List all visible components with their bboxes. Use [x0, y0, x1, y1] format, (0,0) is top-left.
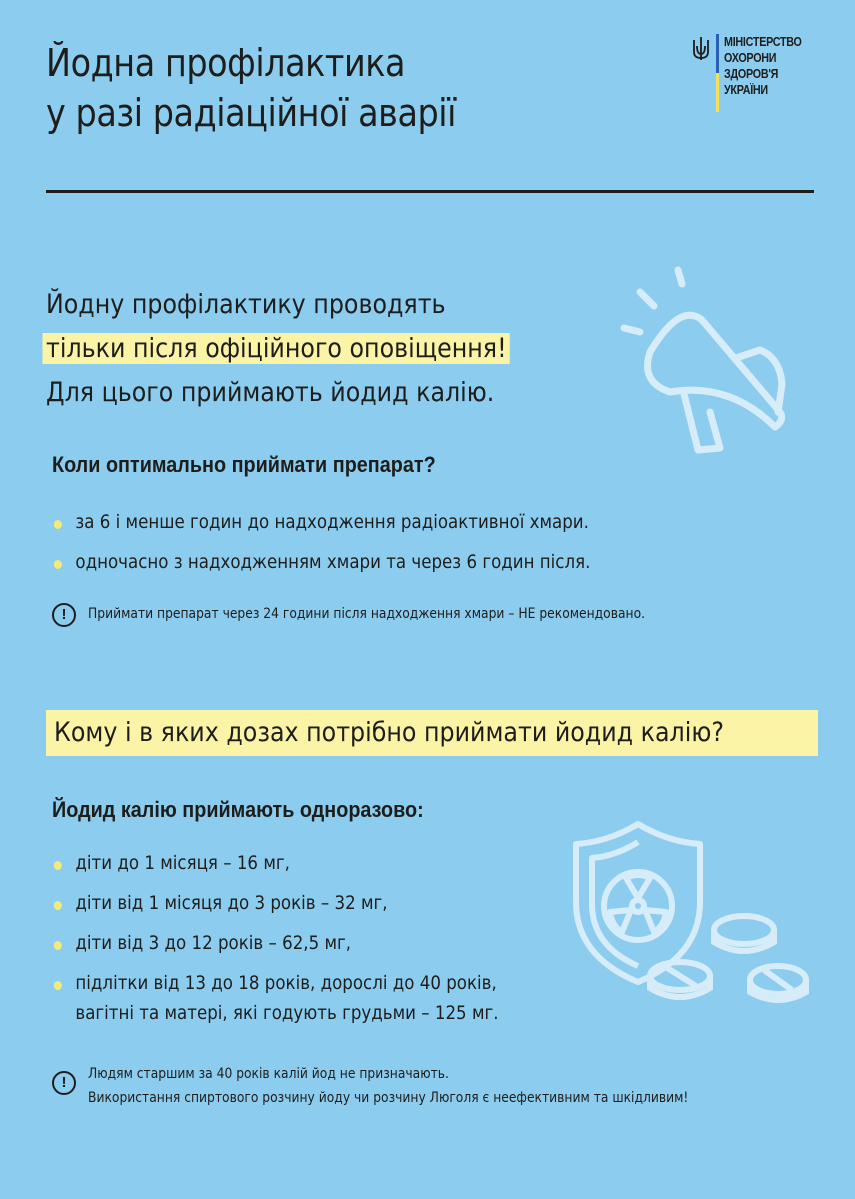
title-line-2: у разі радіаційної аварії — [46, 91, 456, 135]
list-item-continuation: вагітні та матері, які годують грудьми – 125 мг. — [75, 1003, 499, 1024]
ministry-line-2: ОХОРОНИ — [724, 51, 777, 65]
lead-line-1: Йодну профілактику проводять — [46, 289, 446, 320]
title-divider — [46, 190, 814, 193]
ministry-line-3: ЗДОРОВ'Я — [724, 67, 779, 81]
who-heading: Йодид калію приймають одноразово: — [52, 797, 424, 822]
lead-line-2-highlight: тільки після офіційного оповіщення! — [42, 333, 510, 364]
exclamation-icon: ! — [52, 603, 76, 627]
when-heading: Коли оптимально приймати препарат? — [52, 452, 436, 477]
ministry-logo — [692, 34, 822, 114]
pills-icon — [644, 908, 814, 1018]
lead-line-3: Для цього приймають йодид калію. — [46, 377, 495, 408]
lead-text — [46, 283, 510, 415]
megaphone-icon — [610, 262, 810, 462]
list-item: одночасно з надходженням хмари та через 6 годин після. — [52, 551, 590, 575]
ministry-line-1: МІНІСТЕРСТВО — [724, 35, 802, 49]
list-item: підлітки від 13 до 18 років, дорослі до 40 років, — [52, 972, 499, 996]
trident-icon — [692, 36, 710, 62]
list-item: діти від 1 місяця до 3 років – 32 мг, — [52, 892, 499, 916]
who-banner — [46, 710, 818, 756]
who-note-line-1: Людям старшим за 40 років калій йод не призначають. — [88, 1066, 449, 1082]
list-item: діти від 3 до 12 років – 62,5 мг, — [52, 932, 499, 956]
list-item: діти до 1 місяця – 16 мг, — [52, 852, 499, 876]
when-list — [52, 511, 650, 575]
when-note-text: Приймати препарат через 24 години після надходження хмари – НЕ рекомендовано. — [88, 606, 646, 622]
page-title — [46, 38, 456, 138]
who-banner-text: Кому і в яких дозах потрібно приймати йодид калію? — [54, 717, 724, 748]
list-item: за 6 і менше годин до надходження радіоактивної хмари. — [52, 511, 590, 535]
exclamation-icon: ! — [52, 1071, 76, 1095]
who-list — [52, 852, 548, 1026]
logo-divider — [716, 34, 719, 112]
ministry-line-4: УКРАЇНИ — [724, 83, 768, 97]
who-note-line-2: Використання спиртового розчину йоду чи розчину Люголя є неефективним та шкідливим! — [88, 1090, 689, 1106]
title-line-1: Йодна профілактика — [46, 41, 406, 85]
